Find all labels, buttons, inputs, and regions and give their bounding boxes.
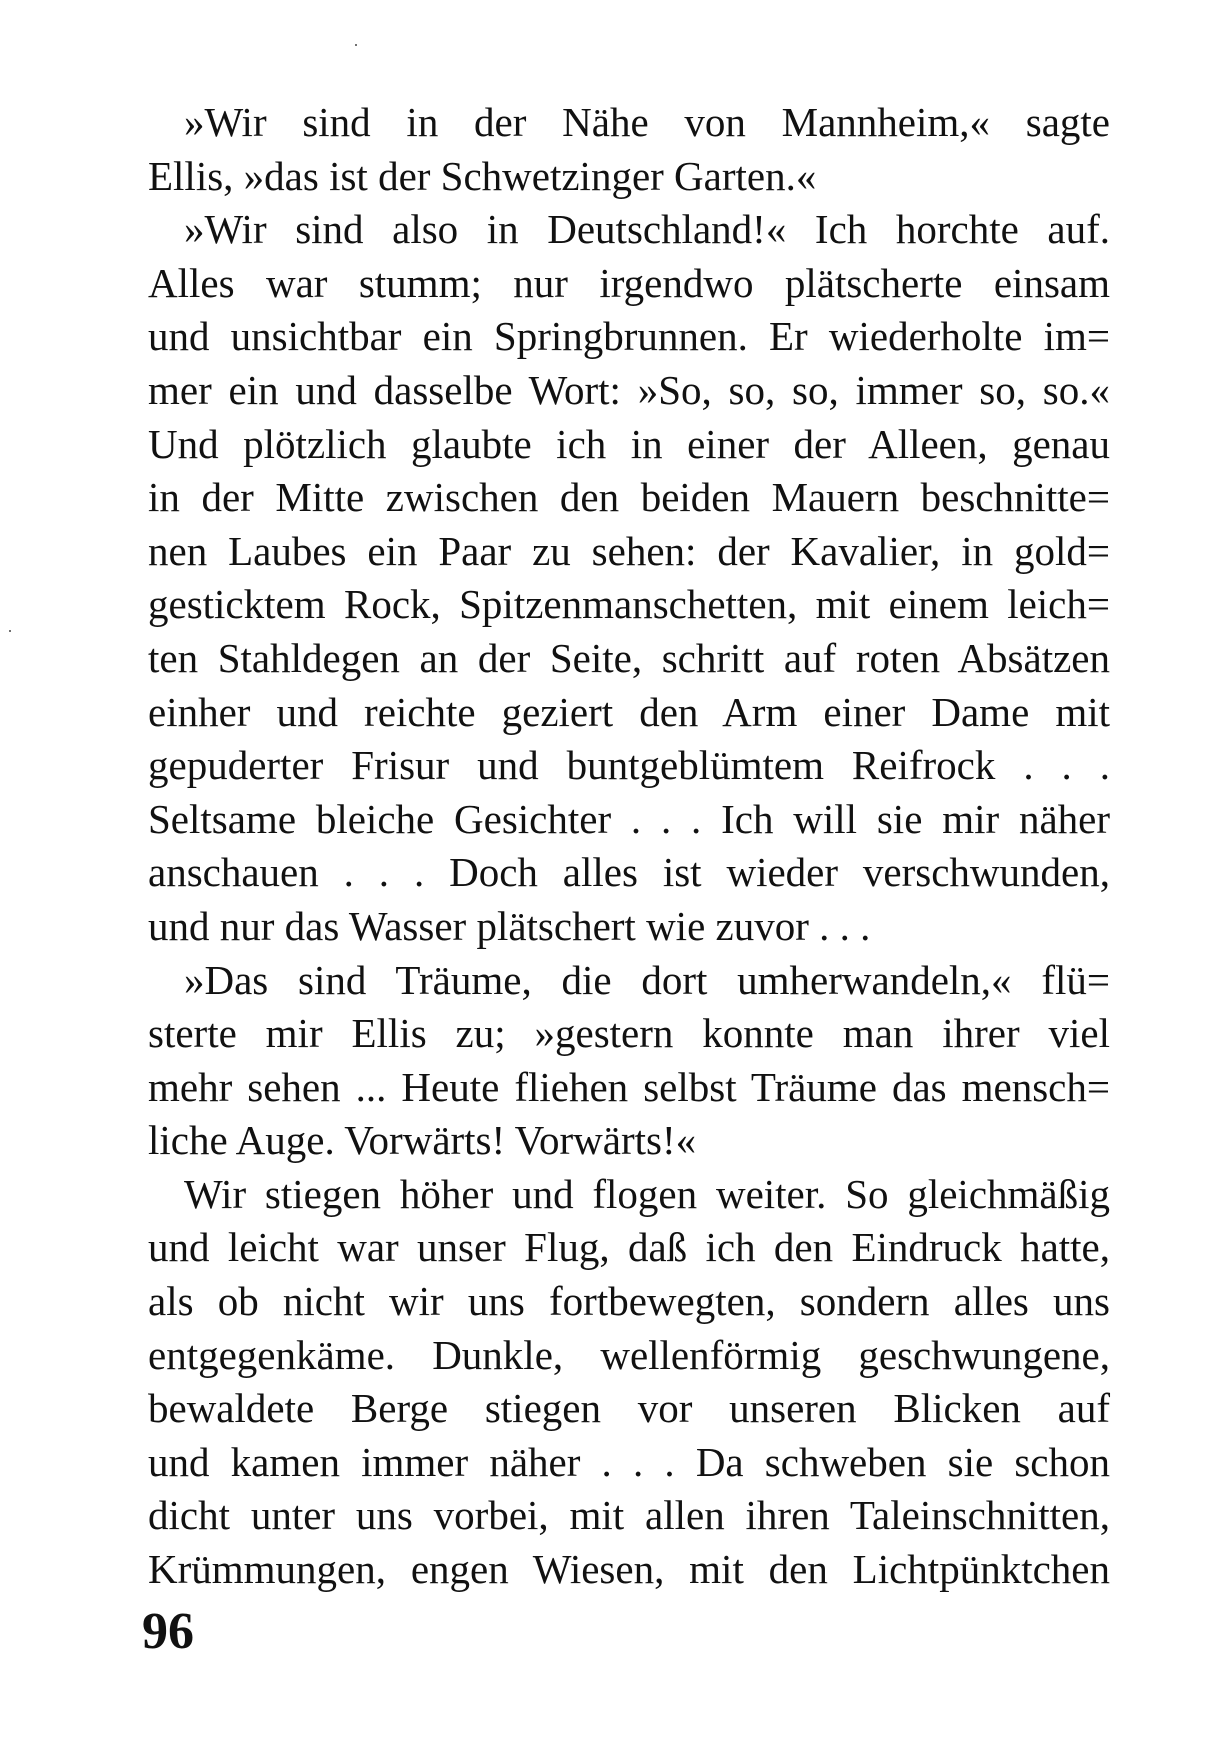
page-number: 96 <box>142 1603 194 1660</box>
text-line: gepuderter Frisur und buntgeblümtem Reifrock . . . <box>148 742 1110 789</box>
text-line: dicht unter uns vorbei, mit allen ihren Taleinschnitten, <box>148 1492 1110 1539</box>
text-line: mer ein und dasselbe Wort: »So, so, so, immer so, so.« <box>148 366 1110 413</box>
text-line: bewaldete Berge stiegen vor unseren Blicken auf <box>148 1385 1110 1432</box>
text-line: ten Stahldegen an der Seite, schritt auf roten Absätzen <box>148 634 1110 681</box>
text-line: in der Mitte zwischen den beiden Mauern beschnitte= <box>148 474 1110 521</box>
text-line: Ellis, »das ist der Schwetzinger Garten.« <box>148 152 817 199</box>
print-speck <box>355 44 357 46</box>
text-line: und kamen immer näher . . . Da schweben sie schon <box>148 1438 1110 1485</box>
text-line: sterte mir Ellis zu; »gestern konnte man ihrer viel <box>148 1010 1110 1057</box>
text-line: liche Auge. Vorwärts! Vorwärts!« <box>148 1117 697 1164</box>
text-line: »Wir sind in der Nähe von Mannheim,« sagte <box>184 99 1110 145</box>
body-text <box>148 96 1110 1597</box>
text-line: und nur das Wasser plätschert wie zuvor . . . <box>148 902 871 949</box>
text-line: einher und reichte geziert den Arm einer Dame mit <box>148 688 1110 735</box>
text-line: nen Laubes ein Paar zu sehen: der Kavalier, in gold= <box>148 527 1110 574</box>
text-line: Seltsame bleiche Gesichter . . . Ich will sie mir näher <box>148 795 1110 842</box>
text-line: Wir stiegen höher und flogen weiter. So gleichmäßig <box>184 1170 1110 1217</box>
text-line: »Das sind Träume, die dort umherwandeln,« flü= <box>184 956 1110 1003</box>
text-line: und leicht war unser Flug, daß ich den Eindruck hatte, <box>148 1224 1110 1271</box>
text-line: und unsichtbar ein Springbrunnen. Er wiederholte im= <box>148 313 1110 360</box>
text-line: »Wir sind also in Deutschland!« Ich horchte auf. <box>184 206 1110 253</box>
print-speck <box>9 630 11 632</box>
text-line: anschauen . . . Doch alles ist wieder verschwunden, <box>148 849 1110 896</box>
text-line: Krümmungen, engen Wiesen, mit den Lichtpünktchen <box>148 1546 1110 1593</box>
text-line: Und plötzlich glaubte ich in einer der Alleen, genau <box>148 420 1110 467</box>
text-line: mehr sehen ... Heute fliehen selbst Träume das mensch= <box>148 1063 1110 1110</box>
text-line: als ob nicht wir uns fortbewegten, sondern alles uns <box>148 1278 1110 1325</box>
text-line: Alles war stumm; nur irgendwo plätscherte einsam <box>148 259 1110 306</box>
text-line: gesticktem Rock, Spitzenmanschetten, mit einem leich= <box>148 581 1110 628</box>
text-line: entgegenkäme. Dunkle, wellenförmig geschwungene, <box>148 1331 1110 1378</box>
